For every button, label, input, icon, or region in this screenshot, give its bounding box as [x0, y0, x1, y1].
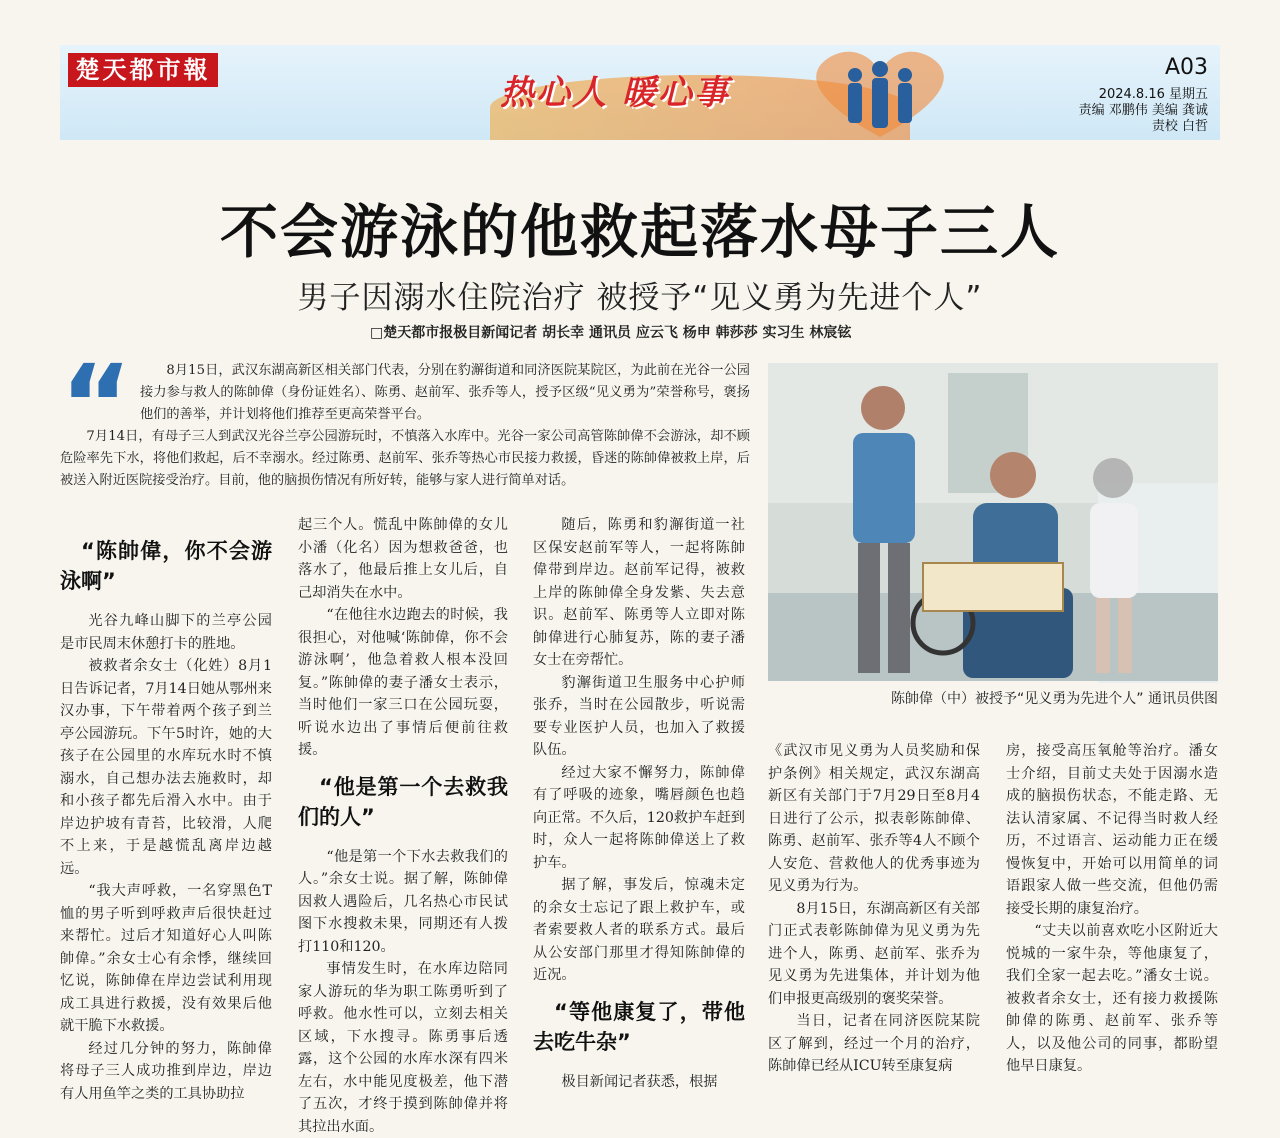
body-paragraph: 起三个人。慌乱中陈帥偉的女儿小潘（化名）因为想救爸爸，也落水了，他最后推上女儿后，自己却消失在水中。	[298, 517, 508, 601]
body-paragraph: 8月15日，东湖高新区有关部门正式表彰陈帥偉为见义勇为先进个人，陈勇、赵前军、张乔为见义勇为先进集体，并计划为他们申报更高级别的褒奖荣誉。	[768, 900, 980, 1007]
article-column-5	[1006, 740, 1218, 1078]
body-paragraph: 当日，记者在同济医院某院区了解到，经过一个月的治疗，陈帥偉已经从ICU转至康复病	[768, 1013, 980, 1074]
article-headline: 不会游泳的他救起落水母子三人	[219, 198, 1060, 266]
intro-paragraph: 7月14日，有母子三人到武汉光谷兰亭公园游玩时，不慎落入水库中。光谷一家公司高管陈帥偉不会游泳，却不顾危险率先下水，将他们救起，后不幸溺水。经过陈勇、赵前军、张乔等热心市民接力救援，昏迷的陈帥偉被救上岸，后被送入附近医院接受治疗。目前，他的脑损伤情况有所好转，能够与家人进行简单对话。	[60, 429, 750, 488]
quote-mark-icon: “	[60, 341, 133, 469]
body-paragraph: 豹澥街道卫生服务中心护师张乔，当时在公园散步，听说需要专业医护人员，也加入了救援队伍。	[533, 674, 745, 758]
section-subhead: “他是第一个去救我们的人”	[298, 774, 508, 829]
article-column-1	[60, 526, 272, 1105]
article-column-2	[298, 514, 508, 1138]
hospital-scene-illustration	[768, 363, 1218, 681]
article-column-4	[768, 740, 980, 1078]
body-paragraph: 被救者余女士（化姓）8月1日告诉记者，7月14日她从鄂州来汉办事，下午带着两个孩子到兰亭公园游玩。下午5时许，她的大孩子在公园里的水库玩水时不慎溺水，自己想办法去施救时，却和小孩子都先后滑入水中。由于岸边护坡有青苔，比较滑，人爬不上来，于是越慌乱离岸边越远。	[60, 658, 272, 877]
article-column-3	[533, 514, 745, 1093]
page-number: A03	[1164, 55, 1208, 80]
body-paragraph: 经过大家不懈努力，陈帥偉有了呼吸的迹象，嘴唇颜色也趋向正常。不久后，120救护车赶到时，众人一起将陈帥偉送上了救护车。	[533, 764, 745, 871]
body-paragraph: 光谷九峰山脚下的兰亭公园是市民周末休憩打卡的胜地。	[60, 613, 272, 652]
body-paragraph: “丈夫以前喜欢吃小区附近大悦城的一家牛杂，等他康复了，我们全家一起去吃。”潘女士说。被救者余女士，还有接力救援陈帥偉的陈勇、赵前军、张乔等人，以及他公司的同事，都盼望他早日康复。	[1006, 923, 1218, 1074]
body-paragraph: 经过几分钟的努力，陈帥偉将母子三人成功推到岸边，岸边有人用鱼竿之类的工具协助拉	[60, 1040, 272, 1102]
article-photo	[768, 363, 1218, 681]
section-subhead: “等他康复了，带他去吃牛杂”	[533, 999, 745, 1054]
body-paragraph: 极目新闻记者获悉，根据	[561, 1073, 718, 1090]
body-paragraph: 据了解，事发后，惊魂未定的余女士忘记了跟上救护车，或者索要救人者的联系方式。最后从公安部门那里才得知陈帥偉的近况。	[533, 877, 745, 983]
article-subheadline: 男子因溺水住院治疗 被授予“见义勇为先进个人”	[297, 280, 983, 316]
article-intro	[60, 360, 750, 492]
section-subhead: “陈帥偉，你不会游泳啊”	[60, 539, 272, 593]
body-paragraph: “我大声呼救，一名穿黑色T恤的男子听到呼救声后很快赶过来帮忙。过后才知道好心人叫陈帥偉。”余女士心有余悸，继续回忆说，陈帥偉在岸边尝试利用现成工具进行救援，没有效果后他就干脆下水救援。	[60, 883, 272, 1034]
proofreader-credit: 责校 白哲	[1151, 119, 1208, 134]
column-banner-title: 热心人 暖心事	[500, 73, 730, 113]
issue-date: 2024.8.16 星期五	[1098, 87, 1208, 102]
editors-credit: 责编 邓鹏伟 美编 龚诚	[1078, 103, 1208, 118]
photo-caption: 陈帥偉（中）被授予“见义勇为先进个人” 通讯员供图	[891, 691, 1218, 707]
page-header-banner	[60, 45, 1220, 140]
heart-people-illustration	[760, 45, 1000, 140]
newspaper-logo: 楚天都市報	[68, 53, 218, 87]
body-paragraph: 事情发生时，在水库边陪同家人游玩的华为职工陈勇听到了呼救。他水性可以，立刻去相关区域，下水搜寻。陈勇事后透露，这个公园的水库水深有四米左右，水中能见度极差，他下潜了五次，才终于摸到陈帥偉并将其拉出水面。	[298, 961, 508, 1135]
body-paragraph: 随后，陈勇和豹澥街道一社区保安赵前军等人，一起将陈帥偉带到岸边。赵前军记得，被救上岸的陈帥偉全身发紫、失去意识。赵前军、陈勇等人立即对陈帥偉进行心肺复苏，陈的妻子潘女士在旁帮忙。	[533, 517, 745, 668]
body-paragraph: “他是第一个下水去救我们的人。”余女士说。据了解，陈帥偉因救人遇险后，几名热心市民试图下水搜救未果，同期还有人拨打110和120。	[298, 848, 508, 955]
article-byline: □楚天都市报极目新闻记者 胡长幸 通讯员 应云飞 杨申 韩莎莎 实习生 林宸铉	[370, 325, 852, 341]
body-paragraph: 房，接受高压氧舱等治疗。潘女士介绍，目前丈夫处于因溺水造成的脑损伤状态，不能走路、无法认清家属、不记得当时救人经历，不过语言、运动能力正在缓慢恢复中，开始可以用简单的词语跟家人做一些交流，但他仍需接受长期的康复治疗。	[1006, 743, 1218, 917]
intro-paragraph: 8月15日，武汉东湖高新区相关部门代表，分别在豹澥街道和同济医院某院区，为此前在光谷一公园接力参与救人的陈帥偉（身份证姓名）、陈勇、赵前军、张乔等人，授予区级“见义勇为”荣誉称号，褒扬他们的善举，并计划将他们推荐至更高荣誉平台。	[140, 363, 750, 422]
body-paragraph: “在他往水边跑去的时候，我很担心，对他喊‘陈帥偉，你不会游泳啊’，他急着救人根本没回复。”陈帥偉的妻子潘女士表示，当时他们一家三口在公园玩耍，听说水边出了事情后便前往救援。	[298, 607, 508, 758]
body-paragraph: 《武汉市见义勇为人员奖励和保护条例》相关规定，武汉东湖高新区有关部门于7月29日至8月4日进行了公示，拟表彰陈帥偉、陈勇、赵前军、张乔等4人不顾个人安危、营救他人的优秀事迹为见义勇为行为。	[768, 743, 980, 894]
